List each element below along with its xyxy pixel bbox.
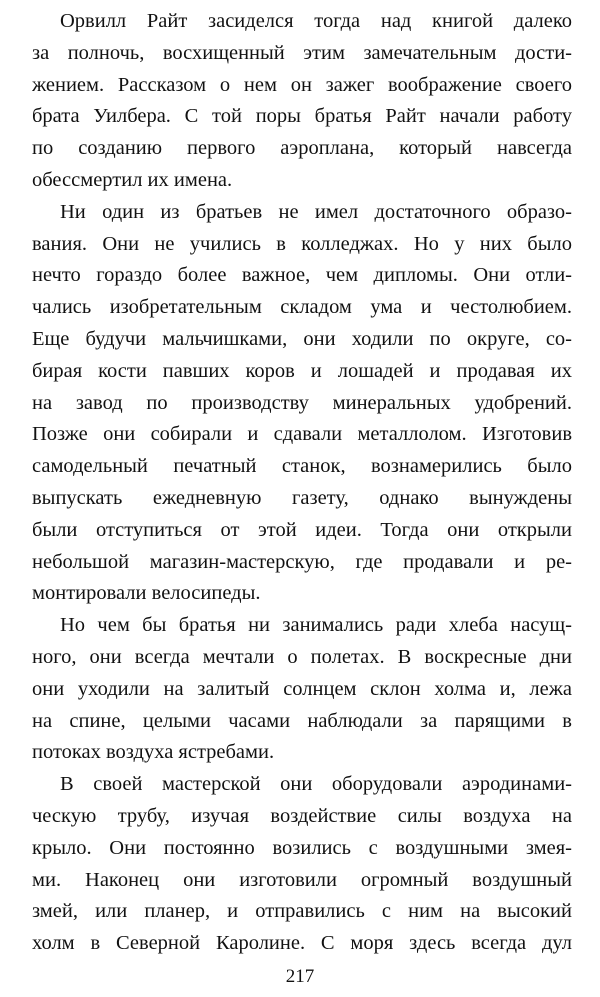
text-line: чались изобретательным складом ума и честолюбием. — [32, 296, 572, 319]
text-line: по созданию первого аэроплана, который навсегда — [32, 137, 572, 160]
text-line: монтировали велосипеды. — [32, 582, 261, 605]
text-line: бирая кости павших коров и лошадей и продавая их — [32, 359, 572, 382]
text-line: выпускать ежедневную газету, однако вынуждены — [32, 486, 572, 509]
text-line: брата Уилбера. С той поры братья Райт начали работу — [32, 105, 572, 128]
text-line: В своей мастерской они оборудовали аэродинами- — [60, 773, 572, 796]
text-line: нечто гораздо более важное, чем дипломы. Они отли- — [32, 264, 572, 287]
text-line: Позже они собирали и сдавали металлолом. Изготовив — [32, 423, 572, 446]
paragraph-4 — [32, 769, 572, 960]
paragraph-1 — [32, 6, 572, 197]
text-line: были отступиться от этой идеи. Тогда они открыли — [32, 518, 572, 541]
text-line: ческую трубу, изучая воздействие силы воздуха на — [32, 804, 572, 827]
text-line: жением. Рассказом о нем он зажег воображение своего — [32, 73, 572, 96]
text-line: самодельный печатный станок, вознамерились было — [32, 455, 572, 478]
text-line: небольшой магазин-мастерскую, где продавали и ре- — [32, 550, 572, 573]
page-number: 217 — [285, 966, 315, 987]
text-line: холм в Северной Каролине. С моря здесь всегда дул — [32, 932, 572, 955]
paragraph-2 — [32, 197, 572, 610]
text-line: Еще будучи мальчишками, они ходили по округе, со- — [32, 327, 572, 350]
text-line: Ни один из братьев не имел достаточного образо- — [60, 200, 572, 223]
text-line: на завод по производству минеральных удобрений. — [32, 391, 572, 414]
text-line: Орвилл Райт засиделся тогда над книгой далеко — [60, 10, 572, 32]
text-line: крыло. Они постоянно возились с воздушными змея- — [32, 836, 572, 859]
text-line: ного, они всегда мечтали о полетах. В воскресные дни — [32, 645, 572, 668]
text-line: змей, или планер, и отправились с ним на высокий — [32, 900, 572, 923]
text-line: они уходили на залитый солнцем склон холма и, лежа — [32, 677, 572, 700]
text-line: Но чем бы братья ни занимались ради хлеба насущ- — [60, 614, 572, 637]
text-line: за полночь, восхищенный этим замечательным дости- — [32, 41, 572, 64]
text-line: вания. Они не учились в колледжах. Но у них было — [32, 232, 572, 255]
page-text — [32, 6, 572, 960]
text-line: обессмертил их имена. — [32, 168, 233, 191]
paragraph-3 — [32, 610, 572, 769]
text-line: ми. Наконец они изготовили огромный воздушный — [32, 868, 572, 891]
text-line: на спине, целыми часами наблюдали за парящими в — [32, 709, 572, 732]
text-line: потоках воздуха ястребами. — [32, 741, 275, 764]
